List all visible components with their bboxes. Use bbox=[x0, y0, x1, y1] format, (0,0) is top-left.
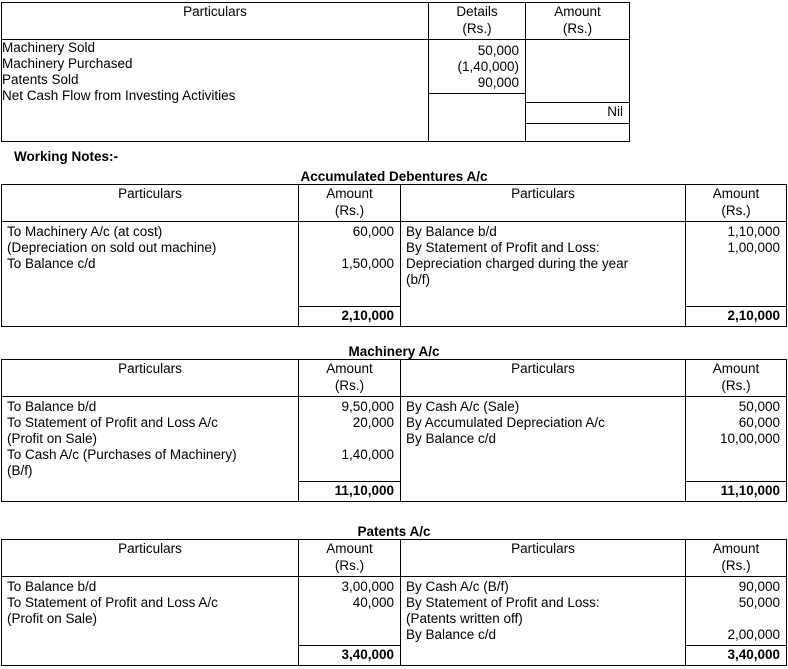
debit-amounts bbox=[299, 577, 400, 645]
credit-total: 2,10,000 bbox=[686, 306, 786, 326]
header-right-amount-line1: Amount bbox=[712, 361, 760, 376]
credit-amounts bbox=[686, 577, 786, 645]
header-left-amount bbox=[299, 540, 401, 577]
list-item: To Cash A/c (Purchases of Machinery) bbox=[7, 447, 237, 462]
net-cash-flow-value: Nil bbox=[526, 102, 629, 124]
amount-empty-top bbox=[526, 40, 629, 102]
amount-value: 10,00,000 bbox=[719, 431, 780, 446]
list-item: (Profit on Sale) bbox=[7, 431, 98, 446]
amount-value: 1,00,000 bbox=[727, 240, 780, 255]
debit-particulars-cell bbox=[2, 397, 299, 502]
ledger-table-machinery bbox=[1, 359, 787, 502]
header-left-amount bbox=[299, 185, 401, 222]
amount-value: 50,000 bbox=[738, 595, 780, 610]
header-left-amount-line1: Amount bbox=[326, 186, 373, 201]
credit-entries bbox=[401, 577, 685, 645]
credit-amount-cell bbox=[686, 222, 787, 327]
header-right-amount-line2: (Rs.) bbox=[721, 378, 751, 393]
table-body-row bbox=[2, 40, 630, 142]
credit-total: 11,10,000 bbox=[686, 481, 786, 501]
debit-amount-cell bbox=[299, 397, 401, 502]
credit-amounts bbox=[686, 222, 786, 306]
header-amount-line1: Amount bbox=[554, 4, 601, 19]
details-empty-area bbox=[429, 94, 525, 130]
header-left-amount-line2: (Rs.) bbox=[334, 558, 365, 573]
header-left-amount-line1: Amount bbox=[326, 361, 373, 376]
header-right-amount-line2: (Rs.) bbox=[721, 203, 751, 218]
table-body-row bbox=[2, 397, 787, 502]
amount-value: 3,00,000 bbox=[341, 579, 394, 594]
header-right-amount-line1: Amount bbox=[712, 541, 760, 556]
list-item: To Statement of Profit and Loss A/c bbox=[7, 595, 218, 610]
amount-value: 1,40,000 bbox=[341, 447, 394, 462]
debit-total: 2,10,000 bbox=[299, 306, 400, 326]
header-right-amount-line1: Amount bbox=[712, 186, 760, 201]
list-item: Machinery Sold bbox=[2, 40, 96, 55]
credit-amounts bbox=[686, 397, 786, 481]
amount-value: 50,000 bbox=[738, 399, 780, 414]
ledger-wrapper-patents bbox=[1, 539, 786, 666]
debit-total: 3,40,000 bbox=[299, 645, 400, 665]
header-right-amount bbox=[686, 540, 787, 577]
amount-value: 60,000 bbox=[352, 224, 394, 239]
credit-particulars-cell bbox=[401, 577, 686, 666]
amount-value: 1,50,000 bbox=[341, 256, 394, 271]
debit-particulars-cell bbox=[2, 577, 299, 666]
working-notes-label: Working Notes:- bbox=[14, 149, 118, 164]
list-item: Machinery Purchased bbox=[2, 56, 133, 71]
list-item: Net Cash Flow from Investing Activities bbox=[2, 88, 236, 103]
header-right-particulars: Particulars bbox=[401, 360, 686, 397]
investing-activities-table-wrapper bbox=[1, 2, 629, 142]
list-item: By Accumulated Depreciation A/c bbox=[406, 415, 605, 430]
credit-particulars-cell bbox=[401, 222, 686, 327]
amount-value: 40,000 bbox=[352, 595, 394, 610]
amount-empty-bottom bbox=[526, 124, 629, 141]
list-item: By Statement of Profit and Loss: bbox=[406, 240, 600, 255]
list-item: To Statement of Profit and Loss A/c bbox=[7, 415, 218, 430]
table-header-row bbox=[2, 360, 787, 397]
amount-value: 90,000 bbox=[738, 579, 780, 594]
header-details-line1: Details bbox=[456, 4, 498, 19]
ledger-wrapper-machinery bbox=[1, 359, 786, 502]
header-right-amount-line2: (Rs.) bbox=[721, 558, 751, 573]
list-item: To Machinery A/c (at cost) bbox=[7, 224, 163, 239]
header-details-line2: (Rs.) bbox=[462, 21, 492, 36]
details-values bbox=[429, 40, 525, 94]
credit-entries bbox=[401, 397, 685, 481]
header-left-particulars: Particulars bbox=[2, 360, 299, 397]
credit-entries bbox=[401, 222, 685, 322]
debit-amount-cell bbox=[299, 577, 401, 666]
credit-total: 3,40,000 bbox=[686, 645, 786, 665]
header-amount bbox=[526, 3, 630, 40]
header-left-amount-line2: (Rs.) bbox=[334, 378, 365, 393]
header-left-particulars: Particulars bbox=[2, 540, 299, 577]
list-item: (Depreciation on sold out machine) bbox=[7, 240, 217, 255]
list-item: Depreciation charged during the year bbox=[406, 256, 629, 271]
table-body-row bbox=[2, 577, 787, 666]
list-item: (b/f) bbox=[406, 272, 431, 287]
debit-entries bbox=[2, 577, 298, 645]
amount-value: 2,00,000 bbox=[727, 627, 780, 642]
credit-amount-cell bbox=[686, 397, 787, 502]
list-item: By Balance c/d bbox=[406, 431, 497, 446]
details-value: 90,000 bbox=[477, 75, 519, 90]
list-item: By Balance c/d bbox=[406, 627, 497, 642]
list-item: (B/f) bbox=[7, 463, 33, 478]
header-particulars: Particulars bbox=[2, 3, 429, 40]
header-left-amount-line1: Amount bbox=[326, 541, 373, 556]
table-header-row bbox=[2, 185, 787, 222]
debit-total: 11,10,000 bbox=[299, 481, 400, 501]
ledger-wrapper-accumulated-debentures bbox=[1, 184, 786, 327]
header-left-amount-line2: (Rs.) bbox=[334, 203, 365, 218]
list-item: (Profit on Sale) bbox=[7, 611, 98, 626]
ledger-table-patents bbox=[1, 539, 787, 666]
amount-cell bbox=[526, 40, 630, 142]
header-right-amount bbox=[686, 360, 787, 397]
list-item: By Cash A/c (B/f) bbox=[406, 579, 509, 594]
list-item: By Balance b/d bbox=[406, 224, 497, 239]
ledger-title-accumulated-debentures: Accumulated Debentures A/c bbox=[300, 169, 488, 184]
investing-activities-table bbox=[1, 2, 630, 142]
header-right-amount bbox=[686, 185, 787, 222]
details-value: 50,000 bbox=[477, 43, 519, 58]
header-details bbox=[429, 3, 526, 40]
ledger-title-machinery: Machinery A/c bbox=[348, 344, 440, 359]
table-body-row bbox=[2, 222, 787, 327]
header-left-particulars: Particulars bbox=[2, 185, 299, 222]
table-header-row bbox=[2, 540, 787, 577]
table-header-row bbox=[2, 3, 630, 40]
header-right-particulars: Particulars bbox=[401, 185, 686, 222]
debit-amounts bbox=[299, 222, 400, 306]
header-right-particulars: Particulars bbox=[401, 540, 686, 577]
amount-value: 1,10,000 bbox=[727, 224, 780, 239]
header-amount-line2: (Rs.) bbox=[562, 21, 593, 36]
credit-particulars-cell bbox=[401, 397, 686, 502]
debit-particulars-cell bbox=[2, 222, 299, 327]
amount-value: 9,50,000 bbox=[341, 399, 394, 414]
particulars-cell bbox=[2, 40, 429, 142]
list-item: By Statement of Profit and Loss: bbox=[406, 595, 600, 610]
list-item: To Balance b/d bbox=[7, 399, 97, 414]
list-item: Patents Sold bbox=[2, 72, 79, 87]
debit-amounts bbox=[299, 397, 400, 481]
amount-value: 20,000 bbox=[352, 415, 394, 430]
credit-amount-cell bbox=[686, 577, 787, 666]
list-item: To Balance c/d bbox=[7, 256, 96, 271]
ledger-title-patents: Patents A/c bbox=[357, 524, 431, 539]
debit-entries bbox=[2, 222, 298, 322]
debit-entries bbox=[2, 397, 298, 481]
details-cell bbox=[429, 40, 526, 142]
list-item: By Cash A/c (Sale) bbox=[406, 399, 520, 414]
details-value: (1,40,000) bbox=[457, 59, 519, 74]
ledger-table-accumulated-debentures bbox=[1, 184, 787, 327]
header-left-amount bbox=[299, 360, 401, 397]
list-item: (Patents written off) bbox=[406, 611, 523, 626]
debit-amount-cell bbox=[299, 222, 401, 327]
amount-value: 60,000 bbox=[738, 415, 780, 430]
list-item: To Balance b/d bbox=[7, 579, 97, 594]
